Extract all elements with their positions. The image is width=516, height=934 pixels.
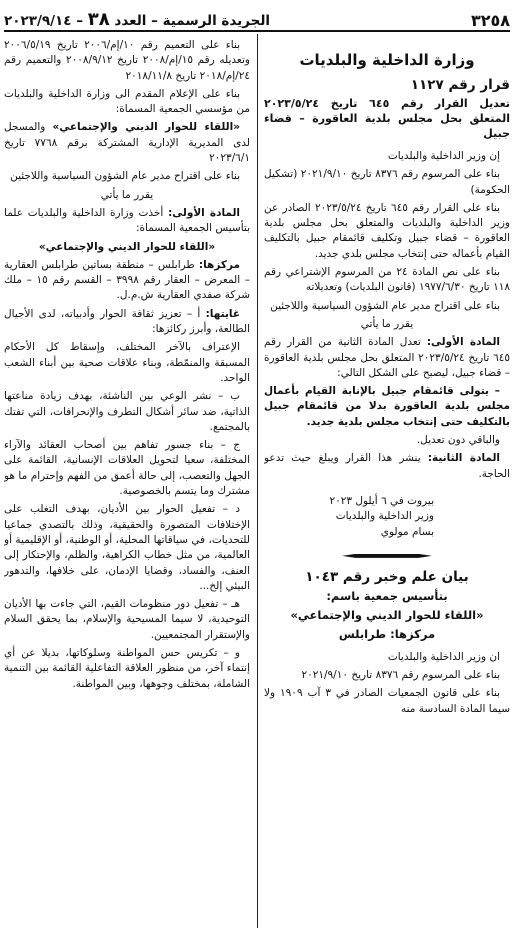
signature-block bbox=[264, 494, 510, 540]
decides-heading: يقرر ما يأتي bbox=[360, 317, 414, 330]
goal-item: الإعتراف بالآخر المختلف، وإسقاط كل الأحكام المسبقة والمنمّطة، وبناء علاقات صحية بين أبناء الشعب الواحد. bbox=[4, 341, 250, 384]
article-2 bbox=[264, 451, 510, 482]
goals bbox=[4, 307, 250, 338]
goal-item: هـ – تفعيل دور منظومات القيم، التي جاءت بها الأديان التوحيدية، لا سيما المسيحية والإسلام، بما يحقق السلام والإستقرار المجتمعيين. bbox=[4, 598, 250, 641]
article-1-rest: والباقي دون تعديل. bbox=[416, 434, 500, 447]
ministry-title: وزارة الداخلية والبلديات bbox=[299, 51, 475, 69]
headquarters-text: طرابلس – منطقة بساتين طرابلس العقارية – المعرض – العقار رقم ٣٩٩٨ – القسم رقم ١٥ – ملك شركة صفدي العقارية ش.م.ل. bbox=[4, 258, 250, 302]
section-separator bbox=[342, 554, 432, 558]
preamble-paragraph: بناء على المرسوم رقم ٨٣٧٦ تاريخ ٢٠٢١/٩/١٠ (تشكيل الحكومة) bbox=[264, 168, 510, 196]
article-1-quote: – يتولى قائمقام جبيل بالإنابة القيام بأعمال مجلس بلدية العاقورة بدلا من قائمقام جبيل بالتكليف حتى إنتخاب مجلس بلدية جديد. bbox=[264, 385, 510, 428]
goal-item: ج – بناء جسور تفاهم بين أصحاب العقائد والآراء المختلفة، سعيا لتحويل العلاقات الإنسانية، القائمة على الجهل والتعصب، إلى حالة أعمق من الفهم وإحترام ما هو مشترك وما يتسم بالخصوصية. bbox=[4, 439, 250, 498]
notice-paragraph: بناء على قانون الجمعيات الصادر في ٣ آب ١٩٠٩ ولا سيما المادة السادسة منه bbox=[264, 687, 510, 715]
column-divider bbox=[257, 34, 258, 928]
goal-item: و – تكريس حس المواطنة وسلوكاتها، بديلا عن أي إنتماء آخر، من منظور العلاقة التفاعلية القائمة بين التنمية الشاملة، بمختلف وجوهها، وبين المواطنة. bbox=[4, 646, 250, 690]
notice-minister-line: ان وزير الداخلية والبلديات bbox=[387, 650, 500, 663]
article-1 bbox=[4, 206, 250, 237]
left-column bbox=[4, 38, 250, 930]
notice-paragraph: بناء على المرسوم رقم ٨٣٧٦ تاريخ ٢٠٢١/٩/١٠ bbox=[301, 669, 500, 682]
decides-heading: يقرر ما يأتي bbox=[100, 188, 154, 201]
article-1-label: المادة الأولى: bbox=[168, 206, 240, 219]
page-header bbox=[4, 6, 510, 32]
issue-number: ٣٨ bbox=[87, 9, 110, 30]
goals-label: غايتها: bbox=[205, 307, 240, 320]
issue-line bbox=[4, 9, 270, 30]
notice-title: بيان علم وخبر رقم ١٠٤٣ bbox=[305, 568, 469, 585]
page-number: ٣٢٥٨ bbox=[470, 11, 510, 30]
notice-association-name: «اللقاء للحوار الديني والإجتماعي» bbox=[290, 607, 484, 622]
preamble-paragraph: بناء على اقتراح مدير عام الشؤون السياسية واللاجئين bbox=[10, 170, 240, 183]
decision-title: تعديل القرار رقم ٦٤٥ تاريخ ٢٠٢٣/٥/٢٤ المتعلق بحل مجلس بلدية العاقورة – قضاء جبيل bbox=[264, 97, 510, 140]
article-1-text: تعدل المادة الثانية من القرار رقم ٦٤٥ تاريخ ٢٠٢٣/٥/٢٤ المتعلق بحل مجلس بلدية العاقورة – قضاء جبيل، ليصبح على الشكل التالي: bbox=[264, 336, 510, 379]
headquarters bbox=[4, 258, 250, 304]
registration-text: والمسجل لدى المديرية الإدارية المشتركة برقم ٧٧٦٨ تاريخ ٢٠٢٣/٦/١ bbox=[4, 121, 250, 165]
signature-place-date: بيروت في ٦ أيلول ٢٠٢٣ bbox=[329, 494, 434, 507]
article-2-text: ينشر هذا القرار ويبلغ حيث تدعو الحاجة. bbox=[264, 452, 510, 480]
issue-date: – ٢٠٢٣/٩/١٤ bbox=[4, 13, 83, 29]
notice-subtitle: بتأسيس جمعية باسم: bbox=[326, 588, 448, 603]
minister-line: إن وزير الداخلية والبلديات bbox=[387, 150, 500, 162]
association-name: «اللقاء للحوار الديني والإجتماعي» bbox=[38, 240, 216, 253]
article-1-text: أخذت وزارة الداخلية والبلديات علما بتأسيس الجمعية المسماة: bbox=[4, 206, 250, 235]
preamble-paragraph: بناء على الإعلام المقدم الى وزارة الداخلية والبلديات من مؤسسي الجمعية المسماة: bbox=[4, 87, 250, 116]
goals-intro: أ – تعزيز ثقافة الحوار وأدبياته، لدى الأجيال الطالعة، وأبرز ركائزها: bbox=[4, 307, 250, 336]
goal-item: د – تفعيل الحوار بين الأديان، بهدف التغلب على الإختلافات المتصورة والحقيقية، وذلك بالتصدي جماعيا للتحديات، في سياقاتها المحلية، أو الوطنية، أو الإقليمية أو العالمية، من مثل خطاب الكراهية، والظلم، والإحتكار إلى العنف، والفساد، وقضايا الإدمان، على خلافها، والتدهور البيئي إلخ... bbox=[4, 503, 250, 592]
preamble-paragraph: بناء على التعميم رقم ١٠/إم/٢٠٠٦ تاريخ ٢٠٠٦/٥/١٩ وتعديله رقم ١٥/إم/٢٠٠٨ تاريخ ٢٠٠٨/٩/١٢ والتعميم رقم ٢٤/إم/٢٠١٨ تاريخ ٢٠١٨/١١/٨ bbox=[4, 39, 250, 82]
association-name: «اللقاء للحوار الديني والإجتماعي» bbox=[52, 121, 240, 134]
goal-item: ب – نشر الوعي بين الناشئة، بهدف زيادة مناعتها الذاتية، ضد سائر أشكال التطرف والإنحرافات، التي تفتك بالمجتمع. bbox=[4, 390, 250, 433]
notice-center: مركزها: طرابلس bbox=[338, 626, 436, 641]
article-2-label: المادة الثانية: bbox=[427, 452, 500, 465]
article-1-label: المادة الأولى: bbox=[426, 336, 500, 349]
registration-paragraph bbox=[4, 120, 250, 166]
gazette-name: الجريدة الرسمية – العدد bbox=[114, 13, 271, 29]
preamble-paragraph: بناء على اقتراح مدير عام الشؤون السياسية واللاجئين bbox=[270, 299, 500, 312]
signature-name: بسام مولوي bbox=[380, 525, 434, 538]
headquarters-label: مركزها: bbox=[198, 258, 240, 271]
preamble-paragraph: بناء على نص المادة ٢٤ من المرسوم الإشتراعي رقم ١١٨ تاريخ ١٩٧٧/٦/٣٠ (قانون البلديات) وتعديلاته bbox=[264, 266, 510, 294]
signature-title: وزير الداخلية والبلديات bbox=[335, 510, 434, 523]
decision-number: قرار رقم ١١٢٧ bbox=[410, 77, 510, 93]
article-1 bbox=[264, 335, 510, 381]
right-column bbox=[264, 38, 510, 930]
preamble-paragraph: بناء على القرار رقم ٦٤٥ تاريخ ٢٠٢٣/٥/٢٤ الصادر عن وزير الداخلية والبلديات والمتعلق بحل مجلس بلدية العاقورة – قضاء جبيل وتكليف قائمقام جبيل بالتكليف القيام بأعماله حتى إنتخاب مجلس بلدي جديد. bbox=[264, 201, 510, 260]
